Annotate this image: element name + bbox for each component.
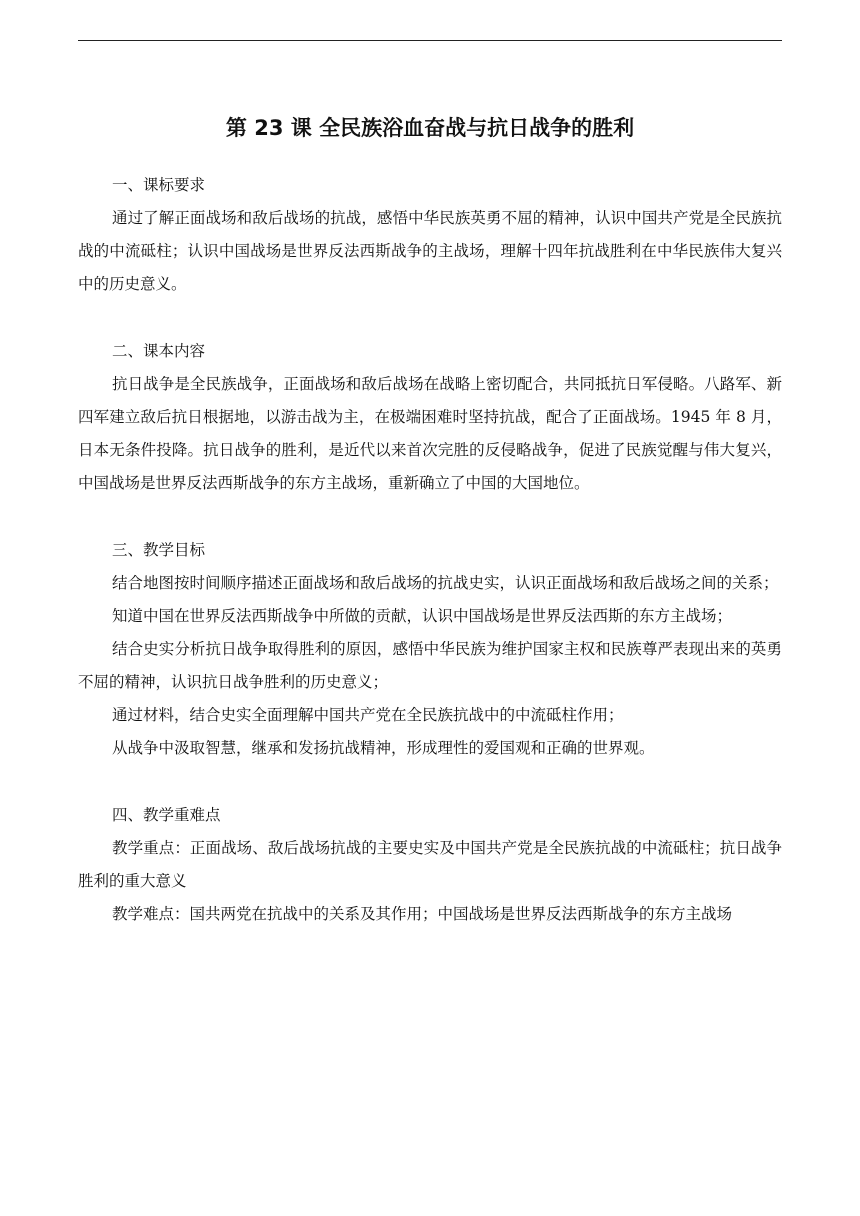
section-heading: 三、教学目标	[112, 541, 206, 559]
section-curriculum-requirements	[78, 169, 782, 301]
section-key-difficult-points	[78, 799, 782, 931]
section-heading: 二、课本内容	[112, 342, 206, 360]
difficult-point: 教学难点：国共两党在抗战中的关系及其作用；中国战场是世界反法西斯战争的东方主战场	[112, 905, 733, 923]
goal-item: 结合地图按时间顺序描述正面战场和敌后战场的抗战史实，认识正面战场和敌后战场之间的关系；	[112, 574, 779, 592]
paragraph: 通过了解正面战场和敌后战场的抗战，感悟中华民族英勇不屈的精神，认识中国共产党是全民族抗战的中流砥柱；认识中国战场是世界反法西斯战争的主战场，理解十四年抗战胜利在中华民族伟大复兴中的历史意义。	[78, 209, 782, 293]
page-title: 第 23 课 全民族浴血奋战与抗日战争的胜利	[225, 116, 635, 140]
goal-item: 知道中国在世界反法西斯战争中所做的贡献，认识中国战场是世界反法西斯的东方主战场；	[112, 607, 733, 625]
goal-item: 通过材料，结合史实全面理解中国共产党在全民族抗战中的中流砥柱作用；	[112, 706, 624, 724]
section-heading: 一、课标要求	[112, 176, 206, 194]
goal-item: 从战争中汲取智慧，继承和发扬抗战精神，形成理性的爱国观和正确的世界观。	[112, 739, 655, 757]
section-heading: 四、教学重难点	[112, 806, 221, 824]
section-textbook-content	[78, 335, 782, 500]
section-teaching-goals	[78, 534, 782, 765]
goal-item: 结合史实分析抗日战争取得胜利的原因，感悟中华民族为维护国家主权和民族尊严表现出来的英勇不屈的精神，认识抗日战争胜利的历史意义；	[78, 640, 782, 691]
header-rule	[78, 40, 782, 41]
key-point: 教学重点：正面战场、敌后战场抗战的主要史实及中国共产党是全民族抗战的中流砥柱；抗日战争胜利的重大意义	[78, 839, 782, 890]
document-body	[78, 108, 782, 931]
paragraph: 抗日战争是全民族战争，正面战场和敌后战场在战略上密切配合，共同抵抗日军侵略。八路军、新四军建立敌后抗日根据地，以游击战为主，在极端困难时坚持抗战，配合了正面战场。1945 年 8 月，日本无条件投降。抗日战争的胜利，是近代以来首次完胜的反侵略战争，促进了民族觉醒与伟大复兴，中国战场是世界反法西斯战争的东方主战场，重新确立了中国的大国地位。	[78, 375, 782, 492]
